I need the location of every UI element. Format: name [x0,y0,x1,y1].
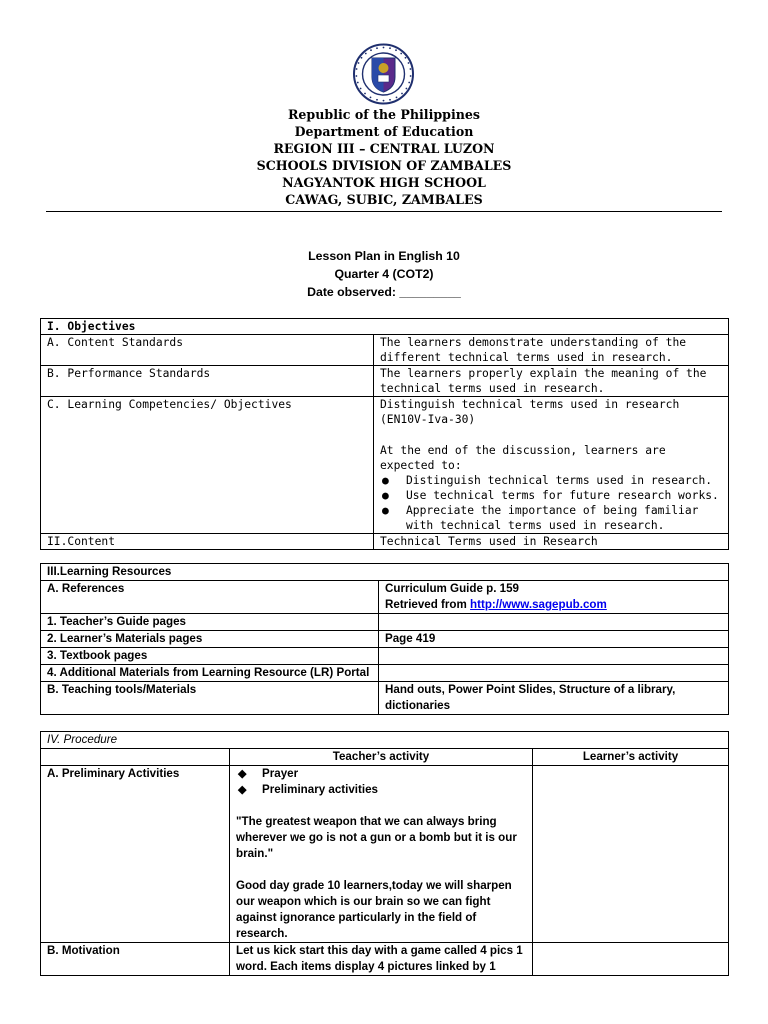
content-label: II.Content [41,534,374,550]
content-value: Technical Terms used in Research [374,534,729,550]
lesson-title-block [0,247,768,301]
sagepub-link[interactable]: http://www.sagepub.com [470,598,607,611]
references-label: A. References [41,581,379,614]
procedure-heading: IV. Procedure [41,732,729,749]
header-department: Department of Education [294,124,474,139]
learners-materials-label: 2. Learner’s Materials pages [41,631,379,648]
list-item: ● Distinguish technical terms used in research. [382,474,713,487]
table-row [41,366,729,397]
learning-resources-table [40,563,729,715]
preliminary-label: A. Preliminary Activities [41,766,230,943]
preliminary-learner [533,766,729,943]
header-school: NAGYANTOK HIGH SCHOOL [282,175,486,190]
competency-line: Distinguish technical terms used in research [380,398,680,411]
textbook-pages-value [379,648,729,665]
table-row [41,648,729,665]
list-item: ● Appreciate the importance of being familiar with technical terms used in research. [382,504,699,532]
table-row [41,631,729,648]
table-row [41,564,729,581]
preliminary-bullets [236,766,526,798]
competencies-value [374,397,729,534]
list-item: ● Use technical terms for future research works. [382,489,719,502]
learners-materials-value: Page 419 [379,631,729,648]
retrieved-from: Retrieved from [385,598,471,611]
table-row [41,749,729,766]
lesson-title: Lesson Plan in English 10 [308,249,460,263]
teachers-guide-label: 1. Teacher’s Guide pages [41,614,379,631]
content-standards-label: A. Content Standards [41,335,374,366]
references-value [379,581,729,614]
table-row [41,682,729,715]
motivation-teacher: Let us kick start this day with a game called 4 pics 1 word. Each items display 4 pictures linked by 1 [230,943,533,976]
table-row [41,614,729,631]
table-row [41,665,729,682]
date-observed: Date observed: _________ [307,285,461,299]
objectives-table [40,318,729,550]
header-address: CAWAG, SUBIC, ZAMBALES [285,192,483,207]
bullet-icon: ● [382,474,389,487]
preliminary-teacher [230,766,533,943]
procedure-table [40,731,729,976]
additional-materials-value [379,665,729,682]
header-region: REGION III – CENTRAL LUZON [273,141,495,156]
textbook-pages-label: 3. Textbook pages [41,648,379,665]
table-row [41,581,729,614]
table-row [41,397,729,534]
diamond-bullet-icon: ◆ [238,768,247,780]
list-item: ◆ Prayer [238,767,299,780]
procedure-blank-header [41,749,230,766]
table-row [41,335,729,366]
diamond-bullet-icon: ◆ [238,784,247,796]
additional-materials-label: 4. Additional Materials from Learning Resource (LR) Portal [41,665,379,682]
competency-code: (EN10V-Iva-30) [380,413,476,426]
performance-standards-label: B. Performance Standards [41,366,374,397]
table-row [41,766,729,943]
list-item: ◆ Preliminary activities [238,783,378,796]
bullet-icon: ● [382,504,389,517]
competencies-label: C. Learning Competencies/ Objectives [41,397,374,534]
table-row [41,319,729,335]
greeting-text: Good day grade 10 learners,today we will sharpen our weapon which is our brain so we can fight against ignorance particularly in the field of research. [236,879,512,940]
performance-standards-value: The learners properly explain the meaning of the technical terms used in research. [374,366,729,397]
teaching-tools-value: Hand outs, Power Point Slides, Structure of a library, dictionaries [379,682,729,715]
resources-heading: III.Learning Resources [41,564,729,581]
motivation-label: B. Motivation [41,943,230,976]
brain-quote: "The greatest weapon that we can always bring wherever we go is not a gun or a bomb but it is our brain." [236,815,517,860]
table-row [41,732,729,749]
teacher-activity-header: Teacher’s activity [230,749,533,766]
objectives-heading: I. Objectives [41,319,729,335]
curriculum-guide: Curriculum Guide p. 159 [385,582,520,595]
learner-activity-header: Learner’s activity [533,749,729,766]
header-republic: Republic of the Philippines [287,107,481,122]
teaching-tools-label: B. Teaching tools/Materials [41,682,379,715]
lesson-quarter: Quarter 4 (COT2) [334,267,434,281]
bullet-icon: ● [382,489,389,502]
table-row [41,943,729,976]
deped-seal-logo [339,43,428,105]
letterhead [0,106,768,208]
motivation-learner [533,943,729,976]
table-row [41,534,729,550]
header-division: SCHOOLS DIVISION OF ZAMBALES [256,158,512,173]
header-divider [46,211,722,212]
content-standards-value: The learners demonstrate understanding of the different technical terms used in research. [374,335,729,366]
competency-bullets [380,473,722,533]
competency-intro: At the end of the discussion, learners are expected to: [380,444,666,472]
teachers-guide-value [379,614,729,631]
